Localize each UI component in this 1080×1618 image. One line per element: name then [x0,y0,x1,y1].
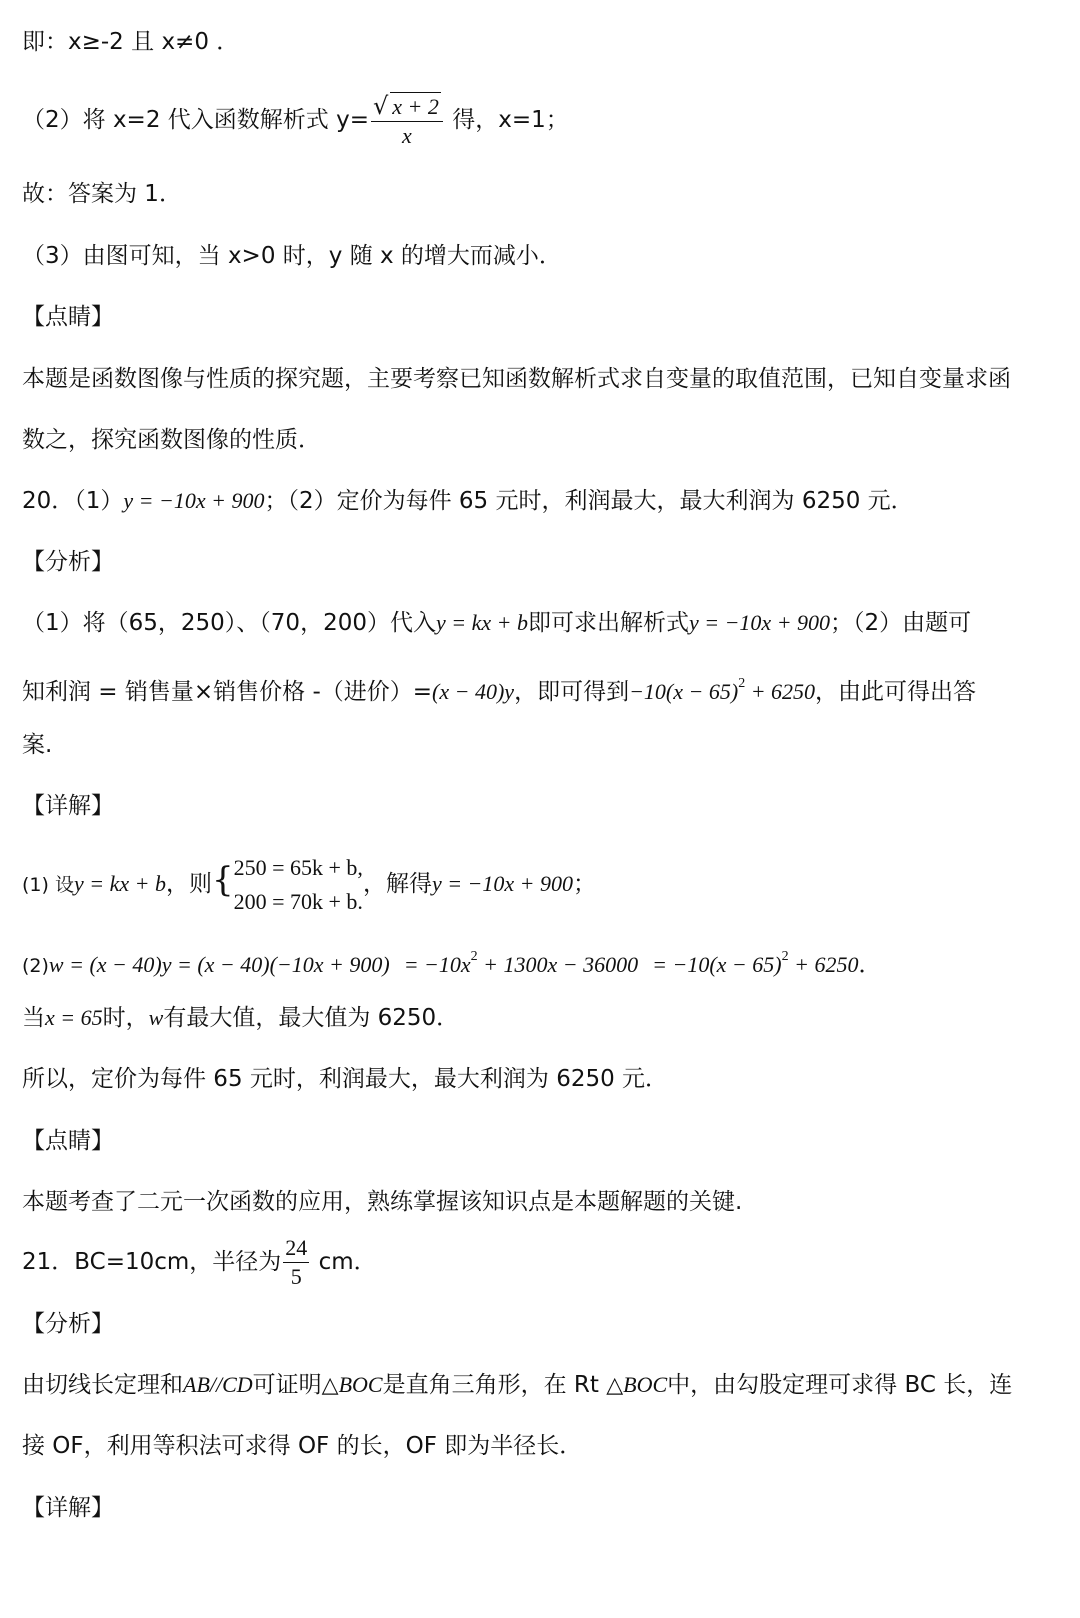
math-expr: w [148,1005,164,1030]
math-expr: y = kx + b [435,610,528,635]
brace-symbol: { [211,860,234,900]
text: ，则 [165,871,212,897]
heading-xiangjie-1: 【详解】 [22,793,114,819]
text: cm． [311,1249,377,1275]
line-11 [22,842,1058,923]
text: 21．BC=10cm，半径为 [22,1249,282,1275]
fraction-denominator: 5 [290,1264,302,1289]
text: 知利润 = 销售量×销售价格 -（进价）= [22,679,433,705]
text: ； [573,871,597,897]
fraction-numerator: 24 [283,1234,309,1263]
answer-20-label: 20．（1） [22,488,124,514]
text: 当 [22,1005,45,1031]
equation-row: 250 = 65k + b, [233,854,363,880]
line-6: 数之，探究函数图像的性质． [22,427,321,453]
text: 由切线长定理和 [22,1372,183,1398]
line-12 [22,941,1058,982]
text: （1）将（65，250）、（70，200）代入 [22,610,436,636]
math-expr: y = −10x + 900 [431,871,574,896]
math-expr: x = 65 [45,1005,103,1030]
math-expr: y = −10x + 900 [688,610,831,635]
text: 可证明 [252,1372,322,1398]
math-expr: + 1300x − 36000 [477,952,639,977]
math-expr: + 6250 [745,679,816,704]
text: 时， [102,1005,149,1031]
text: ，解得 [362,871,432,897]
answer-20 [22,485,1058,517]
text: ；（2）由题可 [830,610,972,636]
line-3: 故：答案为 1． [22,181,182,207]
math-expr: w = (x − 40)y = (x − 40)(−10x + 900) [48,952,390,977]
text: 即可求出解析式 [527,610,689,636]
equation-system [234,851,363,919]
math-expr: = −10(x − 65) [652,952,782,977]
fraction [283,1234,309,1291]
line-9 [22,668,1058,708]
text: ． [858,952,882,978]
fraction [371,92,443,150]
line-1: 即：x≥-2 且 x≠0 ． [22,29,240,55]
math-expr: △BOC [606,1372,668,1397]
heading-dianjing-2: 【点睛】 [22,1128,114,1154]
heading-xiangjie-2: 【详解】 [22,1495,114,1521]
math-expr: + 6250 [788,952,859,977]
text: ，即可得到 [514,679,630,705]
fraction-denominator: x [402,122,412,148]
text: (1) 设 [22,874,74,896]
line-2 [22,90,1058,150]
line-13 [22,1002,1058,1034]
line-18: 接 OF，利用等积法可求得 OF 的长，OF 即为半径长． [22,1433,583,1459]
math-expr: △BOC [321,1372,383,1397]
superscript: 2 [738,676,746,691]
heading-dianjing-1: 【点睛】 [22,304,114,330]
superscript: 2 [470,949,478,964]
line-17 [22,1369,1058,1401]
text: 有最大值，最大值为 6250． [163,1005,460,1031]
math-expr: −10(x − 65) [629,679,739,704]
heading-fenxi-2: 【分析】 [22,1311,114,1337]
fraction-numerator: x + 2 [392,93,439,119]
answer-21 [22,1232,1058,1292]
text: ，由此可得出答 [815,679,977,705]
heading-fenxi-1: 【分析】 [22,549,114,575]
math-expr: = −10x [403,952,471,977]
line-2-post: 得，x=1； [444,107,569,133]
line-5: 本题是函数图像与性质的探究题，主要考察已知函数解析式求自变量的取值范围，已知自变量求函 [22,366,1011,392]
line-14: 所以，定价为每件 65 元时，利润最大，最大利润为 6250 元． [22,1066,669,1092]
sqrt-symbol: √ [372,91,389,120]
text: 是直角三角形，在 Rt [382,1372,607,1398]
line-15: 本题考查了二元一次函数的应用，熟练掌握该知识点是本题解题的关键. [22,1189,743,1215]
answer-20-text: ；（2）定价为每件 65 元时，利润最大，最大利润为 6250 元． [264,488,914,514]
math-expr: AB//CD [183,1372,253,1397]
text: 中，由勾股定理可求得 BC 长，连 [667,1372,1013,1398]
math-expr: y = −10x + 900 [123,488,265,513]
line-10: 案. [22,732,53,758]
math-expr: y = kx + b [73,871,166,896]
text: (2) [22,955,49,977]
line-4: （3）由图可知，当 x>0 时，y 随 x 的增大而减小． [22,243,562,269]
superscript: 2 [781,949,789,964]
line-2-pre: （2）将 x=2 代入函数解析式 y= [22,107,369,133]
math-expr: (x − 40)y [432,679,515,704]
line-8 [22,607,1058,639]
equation-row: 200 = 70k + b. [233,888,363,914]
